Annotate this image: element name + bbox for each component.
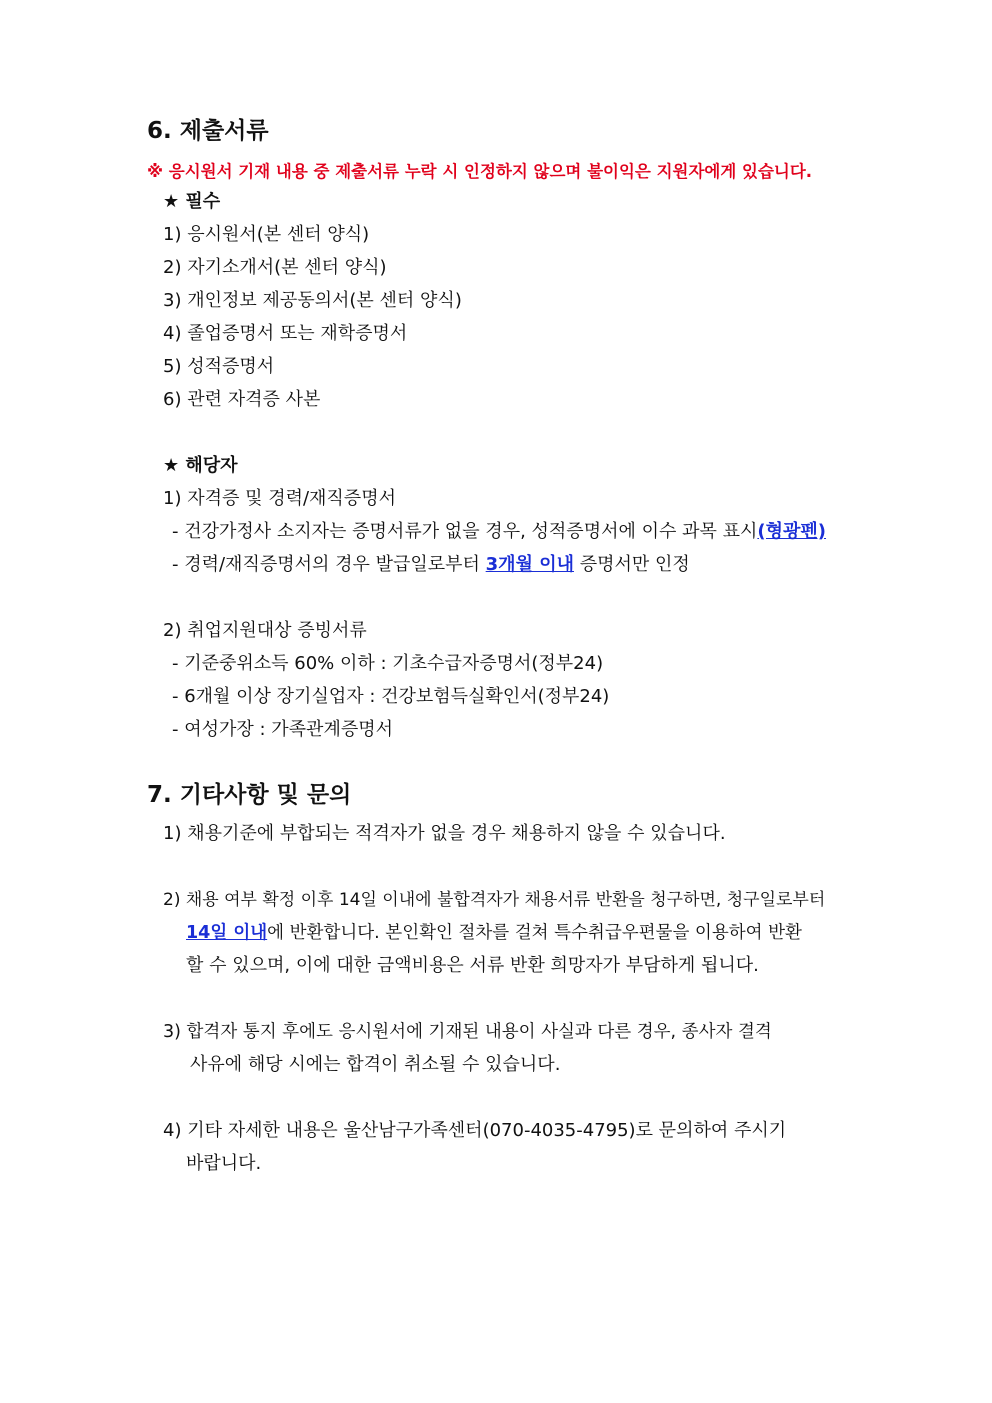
required-item-1: 1) 응시원서(본 센터 양식)	[163, 224, 370, 245]
applicable-item-1: 1) 자격증 및 경력/재직증명서	[163, 488, 396, 509]
required-item-4: 4) 졸업증명서 또는 재학증명서	[163, 323, 408, 344]
applicable-item-2-sub-2: - 6개월 이상 장기실업자 : 건강보험득실확인서(정부24)	[172, 686, 610, 707]
etc-item-3-line-2: 사유에 해당 시에는 합격이 취소될 수 있습니다.	[190, 1054, 561, 1075]
sub-1-text: - 건강가정사 소지자는 증명서류가 없을 경우, 성적증명서에 이수 과목 표시	[172, 521, 758, 542]
required-item-3: 3) 개인정보 제공동의서(본 센터 양식)	[163, 290, 462, 311]
applicable-item-2-sub-3: - 여성가장 : 가족관계증명서	[172, 719, 393, 740]
highlight-marker-note: (형광펜)	[757, 521, 826, 542]
etc-item-2-line-1: 2) 채용 여부 확정 이후 14일 이내에 불합격자가 채용서류 반환을 청구하면, 청구일로부터	[163, 890, 826, 910]
applicable-item-2-sub-1: - 기준중위소득 60% 이하 : 기초수급자증명서(정부24)	[172, 653, 604, 674]
etc-item-4-line-2: 바랍니다.	[186, 1153, 262, 1174]
section7-title: 7. 기타사항 및 문의	[147, 782, 352, 808]
etc-item-4-line-1: 4) 기타 자세한 내용은 울산남구가족센터(070-4035-4795)로 문의하여 주시기	[163, 1120, 787, 1141]
applicable-item-1-sub-2	[172, 553, 690, 577]
etc-item-1: 1) 채용기준에 부합되는 적격자가 없을 경우 채용하지 않을 수 있습니다.	[163, 823, 726, 844]
required-item-2: 2) 자기소개서(본 센터 양식)	[163, 257, 387, 278]
etc-item-2-line-3: 할 수 있으며, 이에 대한 금액비용은 서류 반환 희망자가 부담하게 됩니다.	[186, 955, 759, 976]
highlight-3months: 3개월 이내	[485, 554, 574, 575]
sub-2-text-pre: - 경력/재직증명서의 경우 발급일로부터	[172, 554, 486, 575]
required-item-6: 6) 관련 자격증 사본	[163, 389, 321, 410]
section6-title: 6. 제출서류	[147, 118, 269, 144]
applicable-item-1-sub-1	[172, 520, 826, 544]
applicable-item-2: 2) 취업지원대상 증빙서류	[163, 620, 367, 641]
required-item-5: 5) 성적증명서	[163, 356, 275, 377]
highlight-14days: 14일 이내	[186, 923, 268, 943]
applicable-label: ★ 해당자	[163, 455, 238, 476]
sub-2-text-post: 증명서만 인정	[574, 554, 690, 575]
etc-item-2-line-2	[186, 921, 802, 945]
etc-item-3-line-1: 3) 합격자 통지 후에도 응시원서에 기재된 내용이 사실과 다른 경우, 종사자 결격	[163, 1022, 772, 1042]
etc-item-2-line-2-text: 에 반환합니다. 본인확인 절차를 걸쳐 특수취급우편물을 이용하여 반환	[267, 923, 802, 943]
section6-notice: ※ 응시원서 기재 내용 중 제출서류 누락 시 인정하지 않으며 불이익은 지원자에게 있습니다.	[147, 162, 813, 181]
required-label: ★ 필수	[163, 191, 221, 212]
